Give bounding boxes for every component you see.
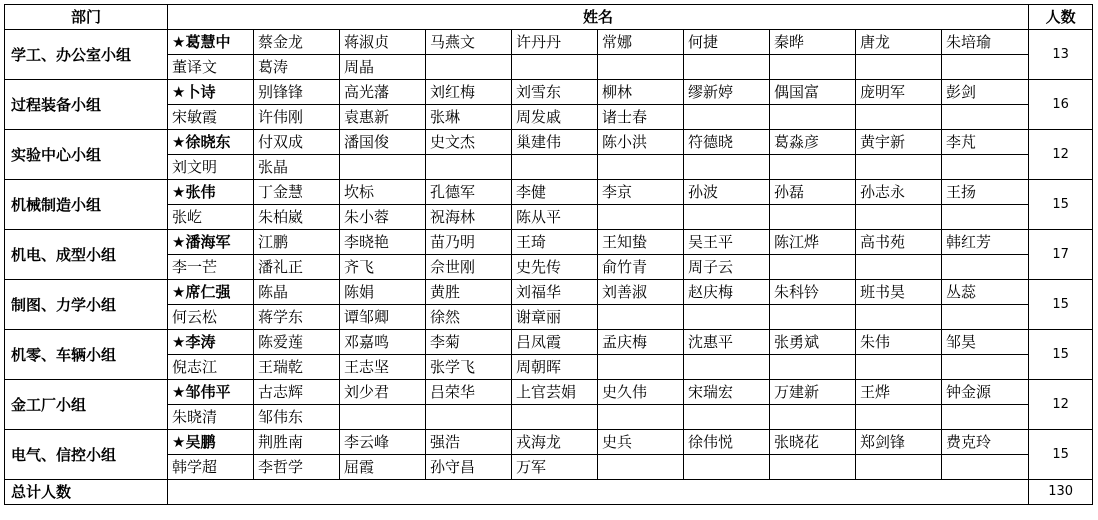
name-cell — [512, 55, 598, 80]
name-cell: 陈小洪 — [598, 130, 684, 155]
name-cell — [770, 405, 856, 430]
name-cell: 江鹏 — [254, 230, 340, 255]
department-cell: 实验中心小组 — [5, 130, 168, 180]
header-names: 姓名 — [168, 5, 1029, 30]
name-cell: 蒋淑贞 — [340, 30, 426, 55]
name-cell: 李哲学 — [254, 455, 340, 480]
table-row — [5, 230, 1093, 255]
name-cell: 屈霞 — [340, 455, 426, 480]
name-cell: 史先传 — [512, 255, 598, 280]
leader-name-cell: ★邹伟平 — [168, 380, 254, 405]
name-cell: 许丹丹 — [512, 30, 598, 55]
name-cell: 常娜 — [598, 30, 684, 55]
name-cell — [770, 155, 856, 180]
table-row — [5, 130, 1093, 155]
table-row — [5, 305, 1093, 330]
name-cell — [770, 205, 856, 230]
leader-name-cell: ★潘海军 — [168, 230, 254, 255]
name-cell — [426, 405, 512, 430]
count-cell: 12 — [1029, 130, 1093, 180]
name-cell: 李晓艳 — [340, 230, 426, 255]
name-cell: 吕凤霞 — [512, 330, 598, 355]
name-cell — [770, 305, 856, 330]
name-cell: 史兵 — [598, 430, 684, 455]
name-cell: 万建新 — [770, 380, 856, 405]
name-cell: 秦晔 — [770, 30, 856, 55]
department-cell: 制图、力学小组 — [5, 280, 168, 330]
leader-name-cell: ★吴鹏 — [168, 430, 254, 455]
name-cell — [512, 405, 598, 430]
name-cell: 周子云 — [684, 255, 770, 280]
count-cell: 16 — [1029, 80, 1093, 130]
name-cell: 宋敏霞 — [168, 105, 254, 130]
name-cell — [684, 405, 770, 430]
name-cell: 何云松 — [168, 305, 254, 330]
name-cell: 朱小蓉 — [340, 205, 426, 230]
leader-name-cell: ★李涛 — [168, 330, 254, 355]
count-cell: 13 — [1029, 30, 1093, 80]
table-row — [5, 280, 1093, 305]
name-cell: 孟庆梅 — [598, 330, 684, 355]
name-cell: 刘文明 — [168, 155, 254, 180]
name-cell: 佘世刚 — [426, 255, 512, 280]
name-cell: 诸士春 — [598, 105, 684, 130]
count-cell: 15 — [1029, 280, 1093, 330]
name-cell — [684, 205, 770, 230]
name-cell: 费克玲 — [942, 430, 1029, 455]
name-cell: 葛淼彦 — [770, 130, 856, 155]
name-cell: 李菊 — [426, 330, 512, 355]
table-row — [5, 430, 1093, 455]
name-cell: 郑剑锋 — [856, 430, 942, 455]
name-cell: 付双成 — [254, 130, 340, 155]
table-row — [5, 155, 1093, 180]
department-cell: 金工厂小组 — [5, 380, 168, 430]
name-cell: 张晓花 — [770, 430, 856, 455]
name-cell: 宋瑞宏 — [684, 380, 770, 405]
name-cell: 李芃 — [942, 130, 1029, 155]
name-cell: 上官芸娟 — [512, 380, 598, 405]
name-cell: 俞竹青 — [598, 255, 684, 280]
count-cell: 15 — [1029, 430, 1093, 480]
leader-name-cell: ★席仁强 — [168, 280, 254, 305]
name-cell: 王瑞乾 — [254, 355, 340, 380]
name-cell: 沈惠平 — [684, 330, 770, 355]
name-cell: 陈从平 — [512, 205, 598, 230]
department-cell: 学工、办公室小组 — [5, 30, 168, 80]
name-cell: 王扬 — [942, 180, 1029, 205]
name-cell: 陈娟 — [340, 280, 426, 305]
name-cell: 徐然 — [426, 305, 512, 330]
name-cell: 孙志永 — [856, 180, 942, 205]
name-cell — [684, 105, 770, 130]
name-cell: 柳林 — [598, 80, 684, 105]
name-cell — [598, 405, 684, 430]
name-cell — [770, 255, 856, 280]
department-cell: 机械制造小组 — [5, 180, 168, 230]
name-cell: 李一芒 — [168, 255, 254, 280]
header-dept: 部门 — [5, 5, 168, 30]
name-cell: 彭剑 — [942, 80, 1029, 105]
name-cell — [942, 455, 1029, 480]
name-cell — [942, 305, 1029, 330]
name-cell: 谭邹卿 — [340, 305, 426, 330]
leader-name-cell: ★葛慧中 — [168, 30, 254, 55]
name-cell: 谢章丽 — [512, 305, 598, 330]
name-cell: 王琦 — [512, 230, 598, 255]
name-cell: 庞明军 — [856, 80, 942, 105]
table-row — [5, 455, 1093, 480]
name-cell: 周发戚 — [512, 105, 598, 130]
name-cell — [856, 405, 942, 430]
name-cell — [512, 155, 598, 180]
name-cell — [426, 55, 512, 80]
name-cell: 坎标 — [340, 180, 426, 205]
table-body — [5, 30, 1093, 480]
name-cell — [942, 105, 1029, 130]
table-row — [5, 80, 1093, 105]
name-cell: 史文杰 — [426, 130, 512, 155]
table-row — [5, 30, 1093, 55]
name-cell: 葛涛 — [254, 55, 340, 80]
name-cell: 荆胜南 — [254, 430, 340, 455]
name-cell: 孙守昌 — [426, 455, 512, 480]
name-cell: 缪新婷 — [684, 80, 770, 105]
header-row — [5, 5, 1093, 30]
name-cell: 吴王平 — [684, 230, 770, 255]
name-cell: 陈晶 — [254, 280, 340, 305]
name-cell: 钟金源 — [942, 380, 1029, 405]
name-cell — [942, 355, 1029, 380]
name-cell — [942, 255, 1029, 280]
name-cell: 史久伟 — [598, 380, 684, 405]
name-cell: 徐伟悦 — [684, 430, 770, 455]
name-cell — [684, 305, 770, 330]
name-cell: 丁金慧 — [254, 180, 340, 205]
name-cell: 袁惠新 — [340, 105, 426, 130]
name-cell: 黄胜 — [426, 280, 512, 305]
name-cell — [942, 205, 1029, 230]
table-row — [5, 105, 1093, 130]
name-cell: 祝海林 — [426, 205, 512, 230]
name-cell — [770, 55, 856, 80]
name-cell — [856, 155, 942, 180]
total-count: 130 — [1029, 480, 1093, 505]
name-cell: 强浩 — [426, 430, 512, 455]
name-cell: 别锋锋 — [254, 80, 340, 105]
name-cell — [856, 455, 942, 480]
name-cell: 陈爱莲 — [254, 330, 340, 355]
name-cell: 孙磊 — [770, 180, 856, 205]
name-cell — [856, 355, 942, 380]
name-cell: 韩红芳 — [942, 230, 1029, 255]
name-cell — [856, 55, 942, 80]
name-cell: 张勇斌 — [770, 330, 856, 355]
table-row — [5, 355, 1093, 380]
department-cell: 机零、车辆小组 — [5, 330, 168, 380]
header-count: 人数 — [1029, 5, 1093, 30]
name-cell: 李健 — [512, 180, 598, 205]
name-cell: 苗乃明 — [426, 230, 512, 255]
leader-name-cell: ★卜诗 — [168, 80, 254, 105]
name-cell: 吕荣华 — [426, 380, 512, 405]
count-cell: 15 — [1029, 330, 1093, 380]
name-cell: 朱培瑜 — [942, 30, 1029, 55]
table-row — [5, 380, 1093, 405]
name-cell: 孔德军 — [426, 180, 512, 205]
leader-name-cell: ★徐晓东 — [168, 130, 254, 155]
table-row — [5, 330, 1093, 355]
total-row — [5, 480, 1093, 505]
name-cell — [856, 255, 942, 280]
staff-table — [4, 4, 1093, 505]
name-cell — [598, 205, 684, 230]
name-cell: 张学飞 — [426, 355, 512, 380]
name-cell: 赵庆梅 — [684, 280, 770, 305]
name-cell — [856, 105, 942, 130]
name-cell: 李云峰 — [340, 430, 426, 455]
name-cell: 王烨 — [856, 380, 942, 405]
name-cell: 齐飞 — [340, 255, 426, 280]
name-cell: 唐龙 — [856, 30, 942, 55]
name-cell — [942, 405, 1029, 430]
name-cell — [856, 205, 942, 230]
count-cell: 17 — [1029, 230, 1093, 280]
name-cell: 高光藩 — [340, 80, 426, 105]
name-cell: 班书昊 — [856, 280, 942, 305]
name-cell: 朱伟 — [856, 330, 942, 355]
name-cell — [598, 155, 684, 180]
name-cell — [340, 405, 426, 430]
name-cell: 刘雪东 — [512, 80, 598, 105]
name-cell — [684, 55, 770, 80]
name-cell: 张屹 — [168, 205, 254, 230]
name-cell: 王知蛰 — [598, 230, 684, 255]
name-cell — [598, 355, 684, 380]
name-cell — [684, 355, 770, 380]
table-row — [5, 255, 1093, 280]
name-cell — [856, 305, 942, 330]
name-cell: 刘红梅 — [426, 80, 512, 105]
department-cell: 过程装备小组 — [5, 80, 168, 130]
leader-name-cell: ★张伟 — [168, 180, 254, 205]
count-cell: 12 — [1029, 380, 1093, 430]
name-cell: 张晶 — [254, 155, 340, 180]
table-row — [5, 205, 1093, 230]
name-cell — [598, 455, 684, 480]
name-cell: 邹昊 — [942, 330, 1029, 355]
name-cell: 董译文 — [168, 55, 254, 80]
name-cell: 符德晓 — [684, 130, 770, 155]
table-row — [5, 405, 1093, 430]
name-cell: 邹伟东 — [254, 405, 340, 430]
name-cell: 潘礼正 — [254, 255, 340, 280]
name-cell — [770, 105, 856, 130]
name-cell: 马燕文 — [426, 30, 512, 55]
name-cell: 戎海龙 — [512, 430, 598, 455]
name-cell — [598, 305, 684, 330]
name-cell: 邓嘉鸣 — [340, 330, 426, 355]
name-cell: 古志辉 — [254, 380, 340, 405]
department-cell: 电气、信控小组 — [5, 430, 168, 480]
department-cell: 机电、成型小组 — [5, 230, 168, 280]
table-row — [5, 55, 1093, 80]
name-cell: 韩学超 — [168, 455, 254, 480]
name-cell: 刘福华 — [512, 280, 598, 305]
name-cell: 李京 — [598, 180, 684, 205]
name-cell: 蔡金龙 — [254, 30, 340, 55]
name-cell — [684, 155, 770, 180]
name-cell: 孙波 — [684, 180, 770, 205]
name-cell: 倪志江 — [168, 355, 254, 380]
name-cell: 黄宇新 — [856, 130, 942, 155]
name-cell: 高书苑 — [856, 230, 942, 255]
total-empty-cell — [168, 480, 1029, 505]
name-cell: 刘少君 — [340, 380, 426, 405]
name-cell — [770, 355, 856, 380]
name-cell: 丛蕊 — [942, 280, 1029, 305]
name-cell: 何捷 — [684, 30, 770, 55]
count-cell: 15 — [1029, 180, 1093, 230]
name-cell: 刘善淑 — [598, 280, 684, 305]
name-cell — [340, 155, 426, 180]
name-cell: 陈江烨 — [770, 230, 856, 255]
name-cell: 万军 — [512, 455, 598, 480]
total-label: 总计人数 — [5, 480, 168, 505]
name-cell: 偶国富 — [770, 80, 856, 105]
name-cell — [598, 55, 684, 80]
name-cell — [684, 455, 770, 480]
name-cell: 周朝晖 — [512, 355, 598, 380]
name-cell — [770, 455, 856, 480]
name-cell: 朱柏崴 — [254, 205, 340, 230]
name-cell: 周晶 — [340, 55, 426, 80]
name-cell: 蒋学东 — [254, 305, 340, 330]
name-cell: 朱科钤 — [770, 280, 856, 305]
name-cell: 王志坚 — [340, 355, 426, 380]
name-cell — [426, 155, 512, 180]
name-cell: 潘国俊 — [340, 130, 426, 155]
name-cell: 许伟刚 — [254, 105, 340, 130]
name-cell: 巢建伟 — [512, 130, 598, 155]
name-cell — [942, 55, 1029, 80]
table-row — [5, 180, 1093, 205]
name-cell: 张琳 — [426, 105, 512, 130]
name-cell: 朱晓清 — [168, 405, 254, 430]
name-cell — [942, 155, 1029, 180]
